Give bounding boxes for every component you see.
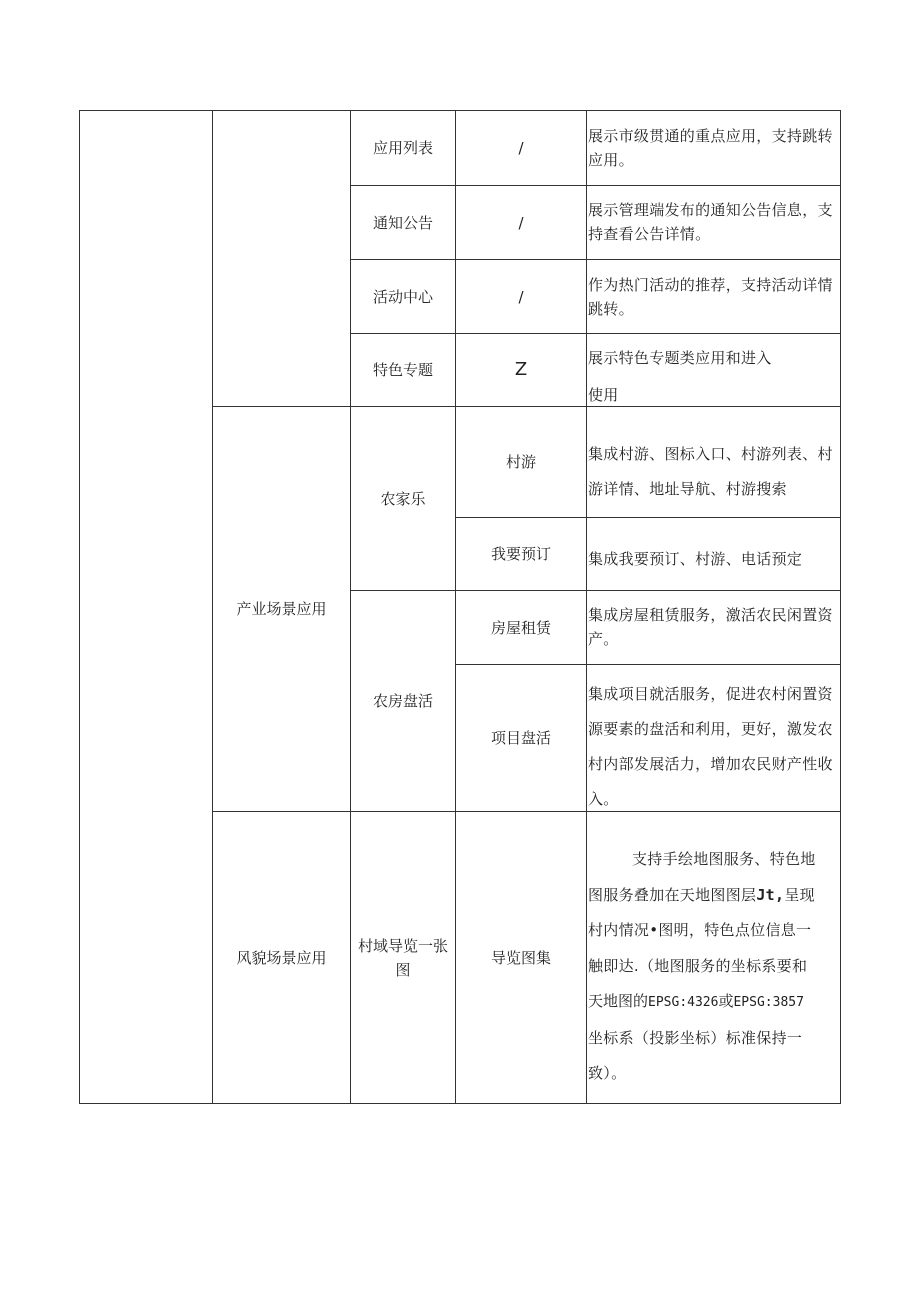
- item-desc: 集成村游、图标入口、村游列表、村游详情、地址导航、村游搜索: [588, 445, 833, 498]
- item-label: 村游: [505, 453, 536, 471]
- row-name: 应用列表: [372, 139, 433, 157]
- desc-line: 致）。: [588, 1064, 627, 1082]
- desc-text: 呈现: [784, 885, 815, 904]
- item-label: 项目盘活: [490, 729, 551, 747]
- item-desc: 集成房屋租赁服务，激活农民闲置资产。: [588, 606, 833, 648]
- desc-text: 或: [718, 992, 734, 1010]
- item-label: 房屋租赁: [490, 618, 551, 637]
- row-subname: /: [518, 287, 524, 306]
- table-rule: [79, 1103, 841, 1104]
- scenery-desc: [588, 842, 840, 1092]
- row-subname: Z: [514, 359, 528, 380]
- desc-line: 支持手绘地图服务、特色地: [632, 850, 816, 868]
- row-name: 活动中心: [372, 287, 433, 306]
- table-rule: [79, 110, 80, 1104]
- desc-text: 天地图的: [588, 992, 649, 1010]
- desc-code: EPSG:4326: [648, 995, 719, 1010]
- category-label: 风貌场景应用: [236, 948, 327, 967]
- desc-line: 坐标系（投影坐标）标准保持一: [588, 1028, 803, 1047]
- item-label: 导览图集: [490, 948, 551, 967]
- table-rule: [840, 110, 841, 1104]
- item-label: 我要预订: [490, 545, 551, 563]
- desc-line: [588, 984, 840, 1021]
- row-name: 特色专题: [372, 361, 433, 379]
- desc-line: 触即达.（地图服务的坐标系要和: [588, 956, 808, 975]
- row-desc: 使用: [588, 386, 619, 404]
- row-desc: 展示特色专题类应用和进入: [588, 349, 772, 367]
- desc-text: 图服务叠加在天地图图层: [588, 885, 757, 904]
- group-label: 村域导览一张图: [357, 936, 448, 979]
- category-label: 产业场景应用: [236, 600, 327, 618]
- item-desc: 集成项目就活服务，促进农村闲置资源要素的盘活和利用，更好，激发农村内部发展活力，增加农民财产性收入。: [588, 685, 833, 808]
- row-desc: 作为热门活动的推荐，支持活动详情跳转。: [588, 276, 833, 318]
- item-desc: 集成我要预订、村游、电话预定: [588, 550, 803, 568]
- row-desc: 展示管理端发布的通知公告信息，支持查看公告详情。: [588, 201, 833, 243]
- desc-code: EPSG:3857: [733, 995, 804, 1010]
- table-rule: [586, 110, 587, 1104]
- desc-line: [588, 878, 840, 914]
- desc-code: Jt,: [756, 885, 785, 904]
- row-subname: /: [518, 213, 524, 232]
- group-label: 农房盘活: [372, 692, 433, 710]
- row-name: 通知公告: [372, 213, 433, 232]
- desc-line: 村内情况•图明，特色点位信息一: [588, 921, 812, 939]
- row-desc: 展示市级贯通的重点应用，支持跳转应用。: [588, 127, 833, 169]
- row-subname: /: [518, 139, 524, 157]
- group-label: 农家乐: [380, 489, 426, 508]
